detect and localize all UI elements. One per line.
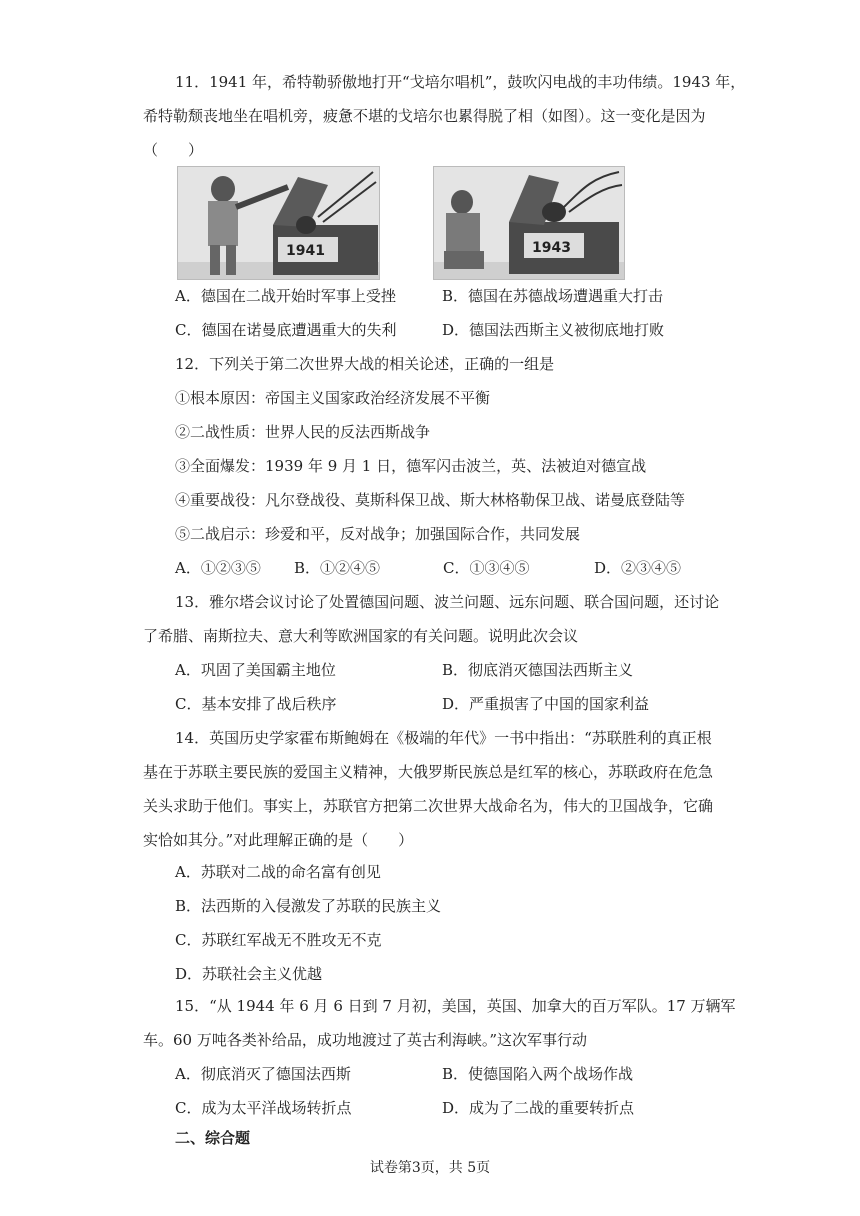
- q11-stem-line2: 希特勒颓丧地坐在唱机旁，疲惫不堪的戈培尔也累得脱了相（如图）。这一变化是因为: [143, 107, 706, 125]
- q12-item-4: ④重要战役：凡尔登战役、莫斯科保卫战、斯大林格勒保卫战、诺曼底登陆等: [175, 491, 686, 509]
- q12-item-5: ⑤二战启示：珍爱和平，反对战争；加强国际合作，共同发展: [175, 525, 581, 543]
- q15-option-b[interactable]: B．使德国陷入两个战场作战: [442, 1065, 634, 1083]
- q14-option-a[interactable]: A．苏联对二战的命名富有创见: [175, 863, 381, 881]
- q15-option-c[interactable]: C．成为太平洋战场转折点: [175, 1099, 352, 1117]
- cartoon-1941-drawing: [178, 167, 379, 279]
- q14-stem-line1: 14．英国历史学家霍布斯鲍姆在《极端的年代》一书中指出：“苏联胜利的真正根: [175, 729, 712, 747]
- q11-option-d[interactable]: D．德国法西斯主义被彻底地打败: [442, 321, 665, 339]
- q12-option-c[interactable]: C．①③④⑤: [443, 559, 530, 577]
- cartoon-1943-drawing: [434, 167, 624, 279]
- q13-option-d[interactable]: D．严重损害了中国的国家利益: [442, 695, 650, 713]
- q11-option-b[interactable]: B．德国在苏德战场遭遇重大打击: [442, 287, 664, 305]
- q14-option-d[interactable]: D．苏联社会主义优越: [175, 965, 323, 983]
- q12-item-3: ③全面爆发：1939 年 9 月 1 日，德军闪击波兰，英、法被迫对德宣战: [175, 457, 647, 475]
- q14-option-c[interactable]: C．苏联红军战无不胜攻无不克: [175, 931, 382, 949]
- q15-option-a[interactable]: A．彻底消灭了德国法西斯: [175, 1065, 351, 1083]
- q12-option-a[interactable]: A．①②③⑤: [175, 559, 261, 577]
- q13-stem-line1: 13．雅尔塔会议讨论了处置德国问题、波兰问题、远东问题、联合国问题，还讨论: [175, 593, 720, 611]
- q11-option-a[interactable]: A．德国在二战开始时军事上受挫: [175, 287, 396, 305]
- section-title: 二、综合题: [175, 1129, 251, 1147]
- cartoon-1943-image: [433, 166, 625, 280]
- cartoon-1943-label: 1943: [532, 240, 571, 256]
- q12-option-b[interactable]: B．①②④⑤: [294, 559, 381, 577]
- q14-stem-line4: 实恰如其分。”对此理解正确的是（ ）: [143, 831, 414, 849]
- q15-option-d[interactable]: D．成为了二战的重要转折点: [442, 1099, 635, 1117]
- q12-item-2: ②二战性质：世界人民的反法西斯战争: [175, 423, 431, 441]
- cartoon-1941-label: 1941: [286, 243, 325, 259]
- q15-stem-line2: 车。60 万吨各类补给品，成功地渡过了英古利海峡。”这次军事行动: [143, 1031, 588, 1049]
- q12-stem: 12．下列关于第二次世界大战的相关论述，正确的一组是: [175, 355, 555, 373]
- q11-stem-line1: 11．1941 年，希特勒骄傲地打开“戈培尔唱机”，鼓吹闪电战的丰功伟绩。1943 年，: [175, 73, 746, 91]
- q15-stem-line1: 15．“从 1944 年 6 月 6 日到 7 月初，美国，英国、加拿大的百万军队。17 万辆军: [175, 997, 736, 1015]
- q13-option-c[interactable]: C．基本安排了战后秩序: [175, 695, 337, 713]
- cartoon-1941-image: [177, 166, 380, 280]
- q11-stem-line3: （ ）: [143, 141, 204, 159]
- q11-option-c[interactable]: C．德国在诺曼底遭遇重大的失利: [175, 321, 397, 339]
- q13-option-a[interactable]: A．巩固了美国霸主地位: [175, 661, 336, 679]
- q14-stem-line2: 基在于苏联主要民族的爱国主义精神，大俄罗斯民族总是红军的核心，苏联政府在危急: [143, 763, 714, 781]
- q12-item-1: ①根本原因：帝国主义国家政治经济发展不平衡: [175, 389, 491, 407]
- q12-option-d[interactable]: D．②③④⑤: [594, 559, 682, 577]
- page-footer: 试卷第3页，共 5页: [369, 1160, 491, 1176]
- q14-option-b[interactable]: B．法西斯的入侵激发了苏联的民族主义: [175, 897, 442, 915]
- q13-stem-line2: 了希腊、南斯拉夫、意大利等欧洲国家的有关问题。说明此次会议: [143, 627, 579, 645]
- q14-stem-line3: 关头求助于他们。事实上，苏联官方把第二次世界大战命名为，伟大的卫国战争，它确: [143, 797, 714, 815]
- q13-option-b[interactable]: B．彻底消灭德国法西斯主义: [442, 661, 634, 679]
